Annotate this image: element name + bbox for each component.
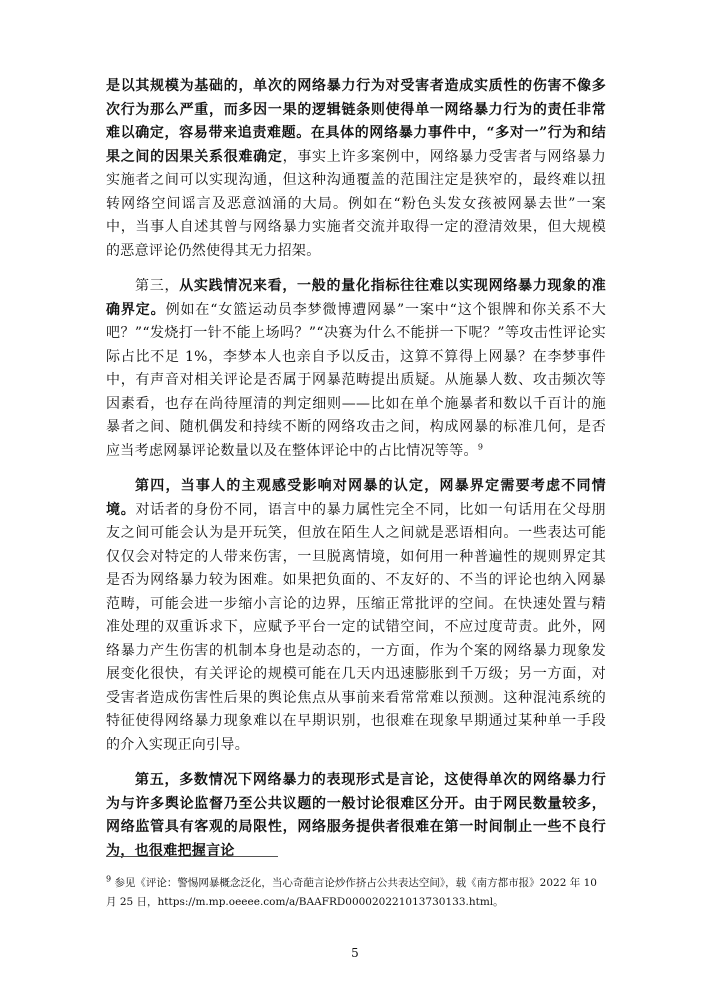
paragraph-3 <box>106 475 606 757</box>
paragraph-4 <box>106 769 606 863</box>
footnote-reference[interactable]: 9 <box>477 441 484 451</box>
page-number: 5 <box>351 946 359 960</box>
paragraph-3-text: 对话者的身份不同，语言中的暴力属性完全不同，比如一句话用在父母朋友之间可能会认为是开玩笑，但放在陌生人之间就是恶语相向。一些表达可能仅仅会对特定的人带来伤害，一旦脱离情境，如何用一种普遍性的规则界定其是否为网络暴力较为困难。如果把负面的、不友好的、不当的评论也纳入网暴范畴，可能会进一步缩小言论的边界，压缩正常批评的空间。在快速处置与精准处理的双重诉求下，应赋予平台一定的试错空间，不应过度苛责。此外，网络暴力产生伤害的机制本身也是动态的，一方面，作为个案的网络暴力现象发展变化很快，有关评论的规模可能在几天内迅速膨胀到千万级；另一方面，对受害者造成伤害性后果的舆论焦点从事前来看常常难以预测。这种混沌系统的特征使得网络暴力现象难以在早期识别，也很难在现象早期通过某种单一手段的介入实现正向引导。 <box>106 501 606 753</box>
paragraph-1-bold: 是以其规模为基础的，单次的网络暴力行为对受害者造成实质性的伤害不像多次行为那么严重，而多因一果的逻辑链条则使得单一网络暴力行为的责任非常难以确定，容易带来追责难题。在具体的网络暴力事件中，“多对一”行为和结果之间的因果关系很难确定 <box>106 78 606 165</box>
paragraph-3-bold: 第四，当事人的主观感受影响对网暴的认定，网暴界定需要考虑不同情境。 <box>106 478 606 518</box>
footnote-divider <box>106 856 278 857</box>
paragraph-2-bold: 从实践情况来看，一般的量化指标往往难以实现网络暴力现象的准确界定。 <box>106 278 606 318</box>
footnote-text: 参见《评论：警惕网暴概念泛化，当心奇葩言论炒作挤占公共表达空间》，载《南方都市报》2022 年 10 月 25 日，https://m.mp.oeeee.com/a/BAAFRD000020221013730133.html。 <box>106 877 597 908</box>
footnote-marker: 9 <box>106 874 112 884</box>
paragraph-2-text: 例如在“女篮运动员李梦微博遭网暴”一案中“这个银牌和你关系不大吧？”“发烧打一针不能上场吗？”“决赛为什么不能拼一下呢？”等攻击性评论实际占比不足 1%，李梦本人也亲自予以反击，这算不算得上网暴？在李梦事件中，有声音对相关评论是否属于网暴范畴提出质疑。从施暴人数、攻击频次等因素看，也存在尚待厘清的判定细则——比如在单个施暴者和数以千百计的施暴者之间、随机偶发和持续不断的网络攻击之间，构成网暴的标准几何，是否应当考虑网暴评论数量以及在整体评论中的占比情况等等。 <box>106 301 606 459</box>
footnote <box>106 874 606 912</box>
body-text <box>106 75 606 875</box>
paragraph-2-lead: 第三， <box>135 278 180 294</box>
paragraph-4-bold: 第五，多数情况下网络暴力的表现形式是言论，这使得单次的网络暴力行为与许多舆论监督乃至公共议题的一般讨论很难区分开。由于网民数量较多，网络监管具有客观的局限性，网络服务提供者很难在第一时间制止一些不良行为，也很难把握言论 <box>106 772 606 859</box>
paragraph-2 <box>106 275 606 463</box>
paragraph-1-text: ，事实上许多案例中，网络暴力受害者与网络暴力实施者之间可以实现沟通，但这种沟通覆盖的范围注定是狭窄的，最终难以扭转网络空间谣言及恶意汹涌的大局。例如在“粉色头发女孩被网暴去世”一案中，当事人自述其曾与网络暴力实施者交流并取得一定的澄清效果，但大规模的恶意评论仍然使得其无力招架。 <box>106 148 606 259</box>
paragraph-1 <box>106 75 606 263</box>
